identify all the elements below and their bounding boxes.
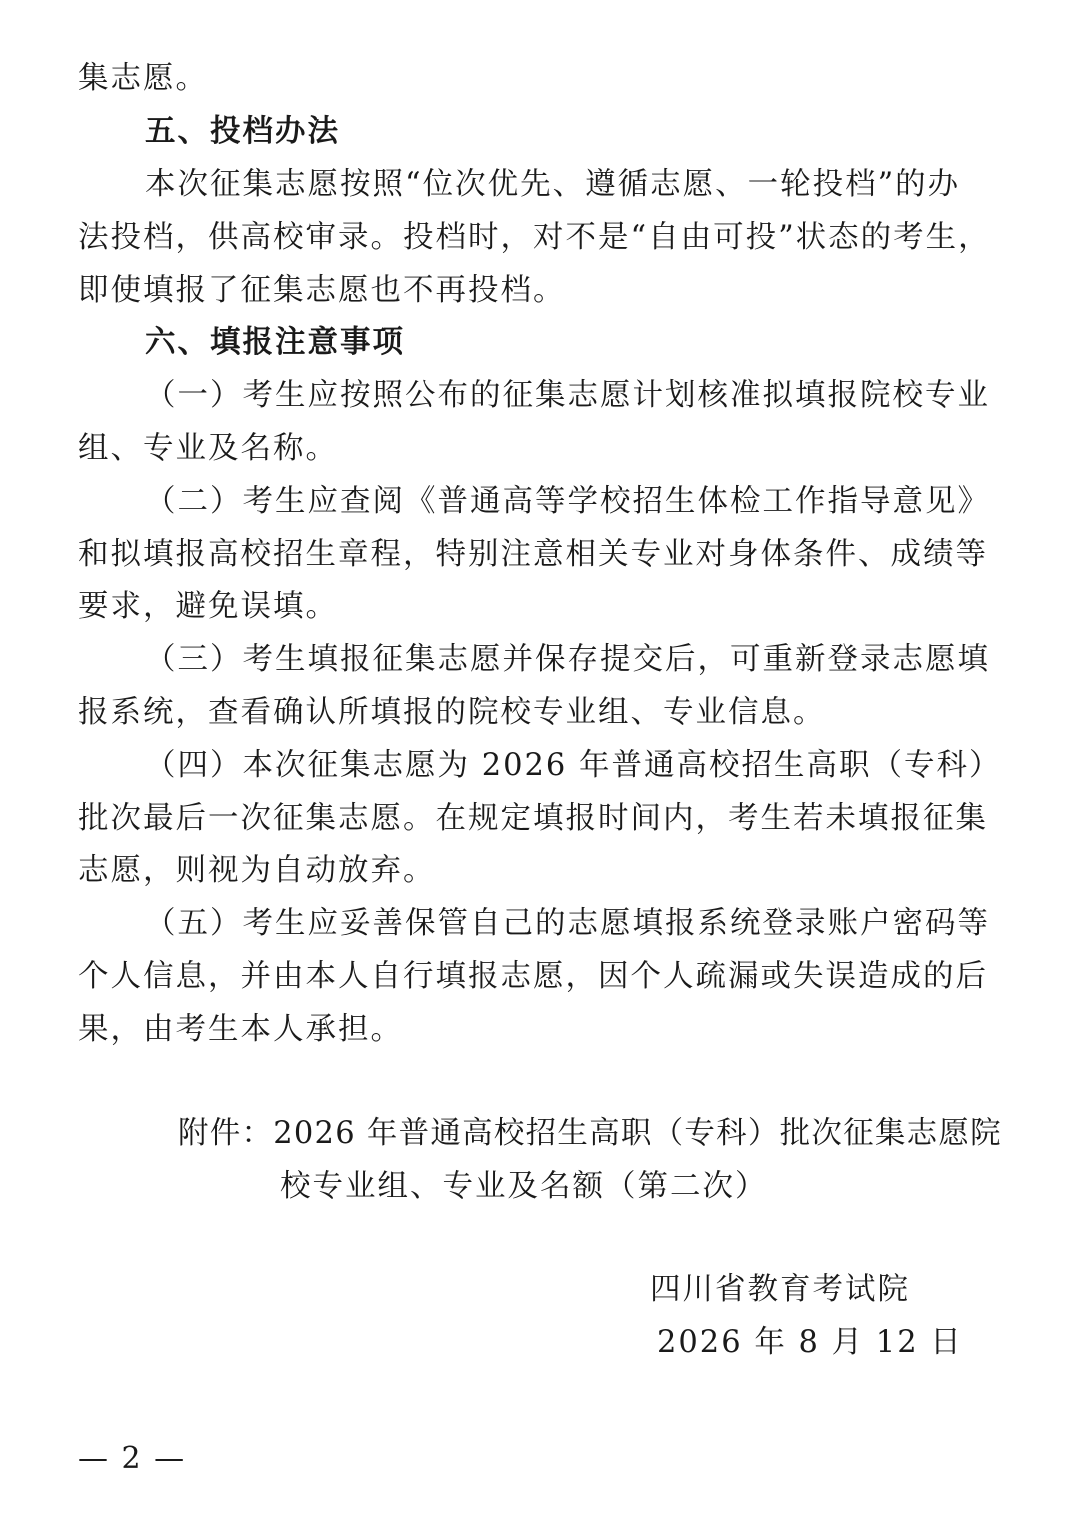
paragraph-line: （三）考生填报征集志愿并保存提交后，可重新登录志愿填 bbox=[145, 642, 990, 677]
paragraph-line: 果，由考生本人承担。 bbox=[78, 1012, 403, 1047]
paragraph-line: 集志愿。 bbox=[78, 61, 208, 96]
paragraph-line: 个人信息，并由本人自行填报志愿，因个人疏漏或失误造成的后 bbox=[78, 959, 988, 994]
section-heading-6: 六、填报注意事项 bbox=[145, 325, 405, 360]
paragraph-line: 批次最后一次征集志愿。在规定填报时间内，考生若未填报征集 bbox=[78, 801, 988, 836]
signature-date: 2026 年 8 月 12 日 bbox=[657, 1325, 963, 1360]
paragraph-line: 报系统，查看确认所填报的院校专业组、专业信息。 bbox=[78, 695, 826, 730]
paragraph-line: 即使填报了征集志愿也不再投档。 bbox=[78, 273, 566, 308]
paragraph-line: （四）本次征集志愿为 2026 年普通高校招生高职（专科） bbox=[145, 748, 1002, 783]
signature-organization: 四川省教育考试院 bbox=[650, 1272, 910, 1307]
section-heading-5: 五、投档办法 bbox=[145, 114, 340, 149]
paragraph-line: 组、专业及名称。 bbox=[78, 431, 338, 466]
attachment-line-1: 附件：2026 年普通高校招生高职（专科）批次征集志愿院 bbox=[178, 1116, 1002, 1151]
paragraph-line: 要求，避免误填。 bbox=[78, 589, 338, 624]
paragraph-line: （一）考生应按照公布的征集志愿计划核准拟填报院校专业 bbox=[145, 378, 990, 413]
paragraph-line: （二）考生应查阅《普通高等学校招生体检工作指导意见》 bbox=[145, 484, 990, 519]
paragraph-line: 本次征集志愿按照“位次优先、遵循志愿、一轮投档”的办 bbox=[145, 167, 961, 202]
paragraph-line: （五）考生应妥善保管自己的志愿填报系统登录账户密码等 bbox=[145, 906, 990, 941]
paragraph-line: 法投档，供高校审录。投档时，对不是“自由可投”状态的考生， bbox=[78, 220, 991, 255]
page-number: — 2 — bbox=[78, 1441, 187, 1476]
paragraph-line: 志愿，则视为自动放弃。 bbox=[78, 853, 436, 888]
attachment-line-2: 校专业组、专业及名额（第二次） bbox=[280, 1169, 768, 1204]
paragraph-line: 和拟填报高校招生章程，特别注意相关专业对身体条件、成绩等 bbox=[78, 537, 988, 572]
